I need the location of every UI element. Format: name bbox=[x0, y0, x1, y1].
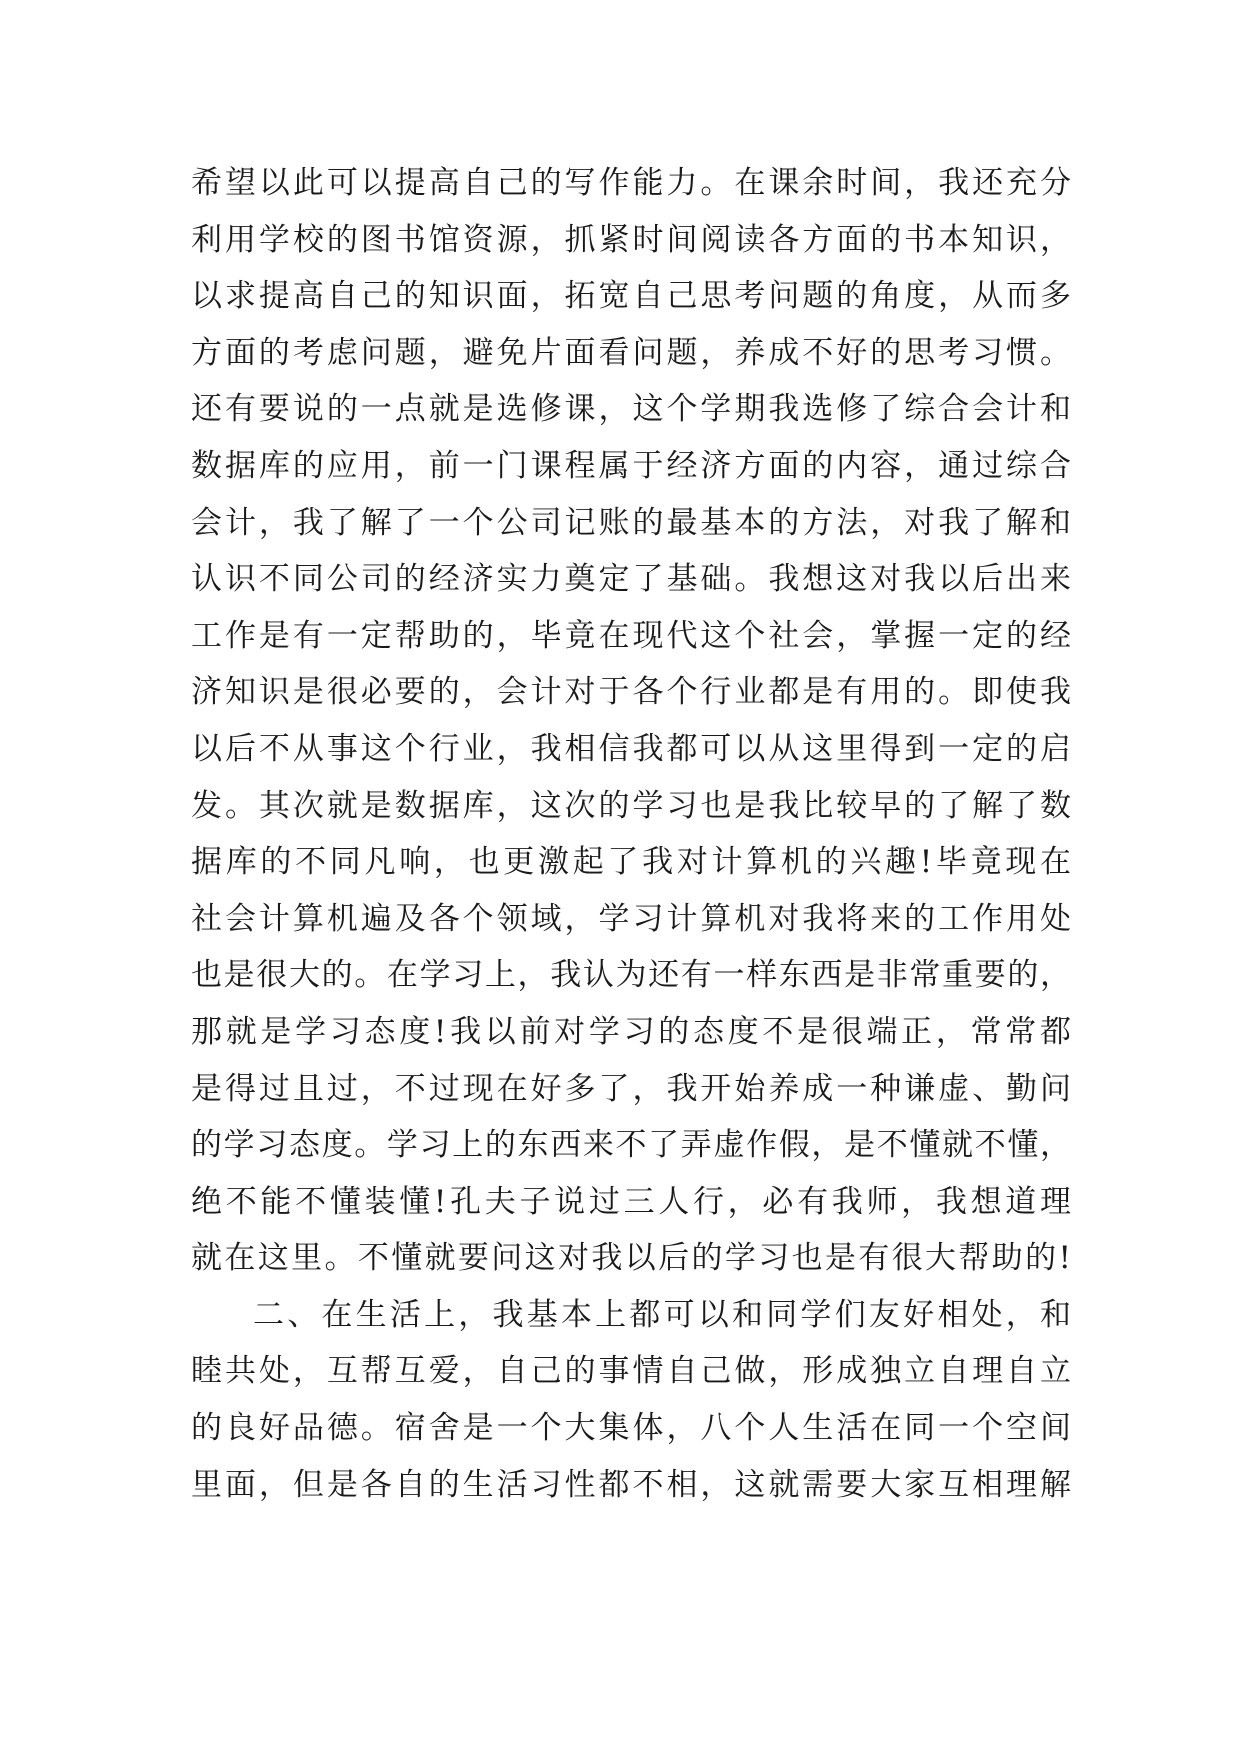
text-line: 济知识是很必要的，会计对于各个行业都是有用的。即使我 bbox=[191, 674, 1071, 711]
text-line: 绝不能不懂装懂!孔夫子说过三人行，必有我师，我想道理 bbox=[191, 1183, 1071, 1220]
text-line: 以后不从事这个行业，我相信我都可以从这里得到一定的启 bbox=[191, 730, 1071, 767]
text-line: 里面，但是各自的生活习性都不相，这就需要大家互相理解 bbox=[191, 1466, 1071, 1503]
text-line: 发。其次就是数据库，这次的学习也是我比较早的了解了数 bbox=[191, 787, 1071, 824]
text-line: 认识不同公司的经济实力奠定了基础。我想这对我以后出来 bbox=[191, 561, 1071, 598]
paragraph-start-line: 二、在生活上，我基本上都可以和同学们友好相处，和 bbox=[253, 1296, 1071, 1333]
text-line: 就在这里。不懂就要问这对我以后的学习也是有很大帮助的! bbox=[191, 1240, 1071, 1277]
text-line: 方面的考虑问题，避免片面看问题，养成不好的思考习惯。 bbox=[191, 334, 1071, 371]
text-line: 那就是学习态度!我以前对学习的态度不是很端正，常常都 bbox=[191, 1013, 1071, 1050]
body-text bbox=[191, 155, 1071, 1513]
text-line: 睦共处，互帮互爱，自己的事情自己做，形成独立自理自立 bbox=[191, 1353, 1071, 1390]
text-line: 据库的不同凡响，也更激起了我对计算机的兴趣!毕竟现在 bbox=[191, 844, 1071, 881]
text-line: 数据库的应用，前一门课程属于经济方面的内容，通过综合 bbox=[191, 447, 1071, 484]
text-line: 工作是有一定帮助的，毕竟在现代这个社会，掌握一定的经 bbox=[191, 617, 1071, 654]
text-line: 也是很大的。在学习上，我认为还有一样东西是非常重要的， bbox=[191, 957, 1071, 994]
text-line: 以求提高自己的知识面，拓宽自己思考问题的角度，从而多 bbox=[191, 278, 1071, 315]
text-line: 的学习态度。学习上的东西来不了弄虚作假，是不懂就不懂， bbox=[191, 1127, 1071, 1164]
text-line: 社会计算机遍及各个领域，学习计算机对我将来的工作用处 bbox=[191, 900, 1071, 937]
text-line: 的良好品德。宿舍是一个大集体，八个人生活在同一个空间 bbox=[191, 1410, 1071, 1447]
text-line: 会计，我了解了一个公司记账的最基本的方法，对我了解和 bbox=[191, 504, 1071, 541]
text-line: 是得过且过，不过现在好多了，我开始养成一种谦虚、勤问 bbox=[191, 1070, 1071, 1107]
text-line: 希望以此可以提高自己的写作能力。在课余时间，我还充分 bbox=[191, 165, 1071, 201]
text-line: 还有要说的一点就是选修课，这个学期我选修了综合会计和 bbox=[191, 391, 1071, 428]
text-line: 利用学校的图书馆资源，抓紧时间阅读各方面的书本知识， bbox=[191, 221, 1071, 258]
